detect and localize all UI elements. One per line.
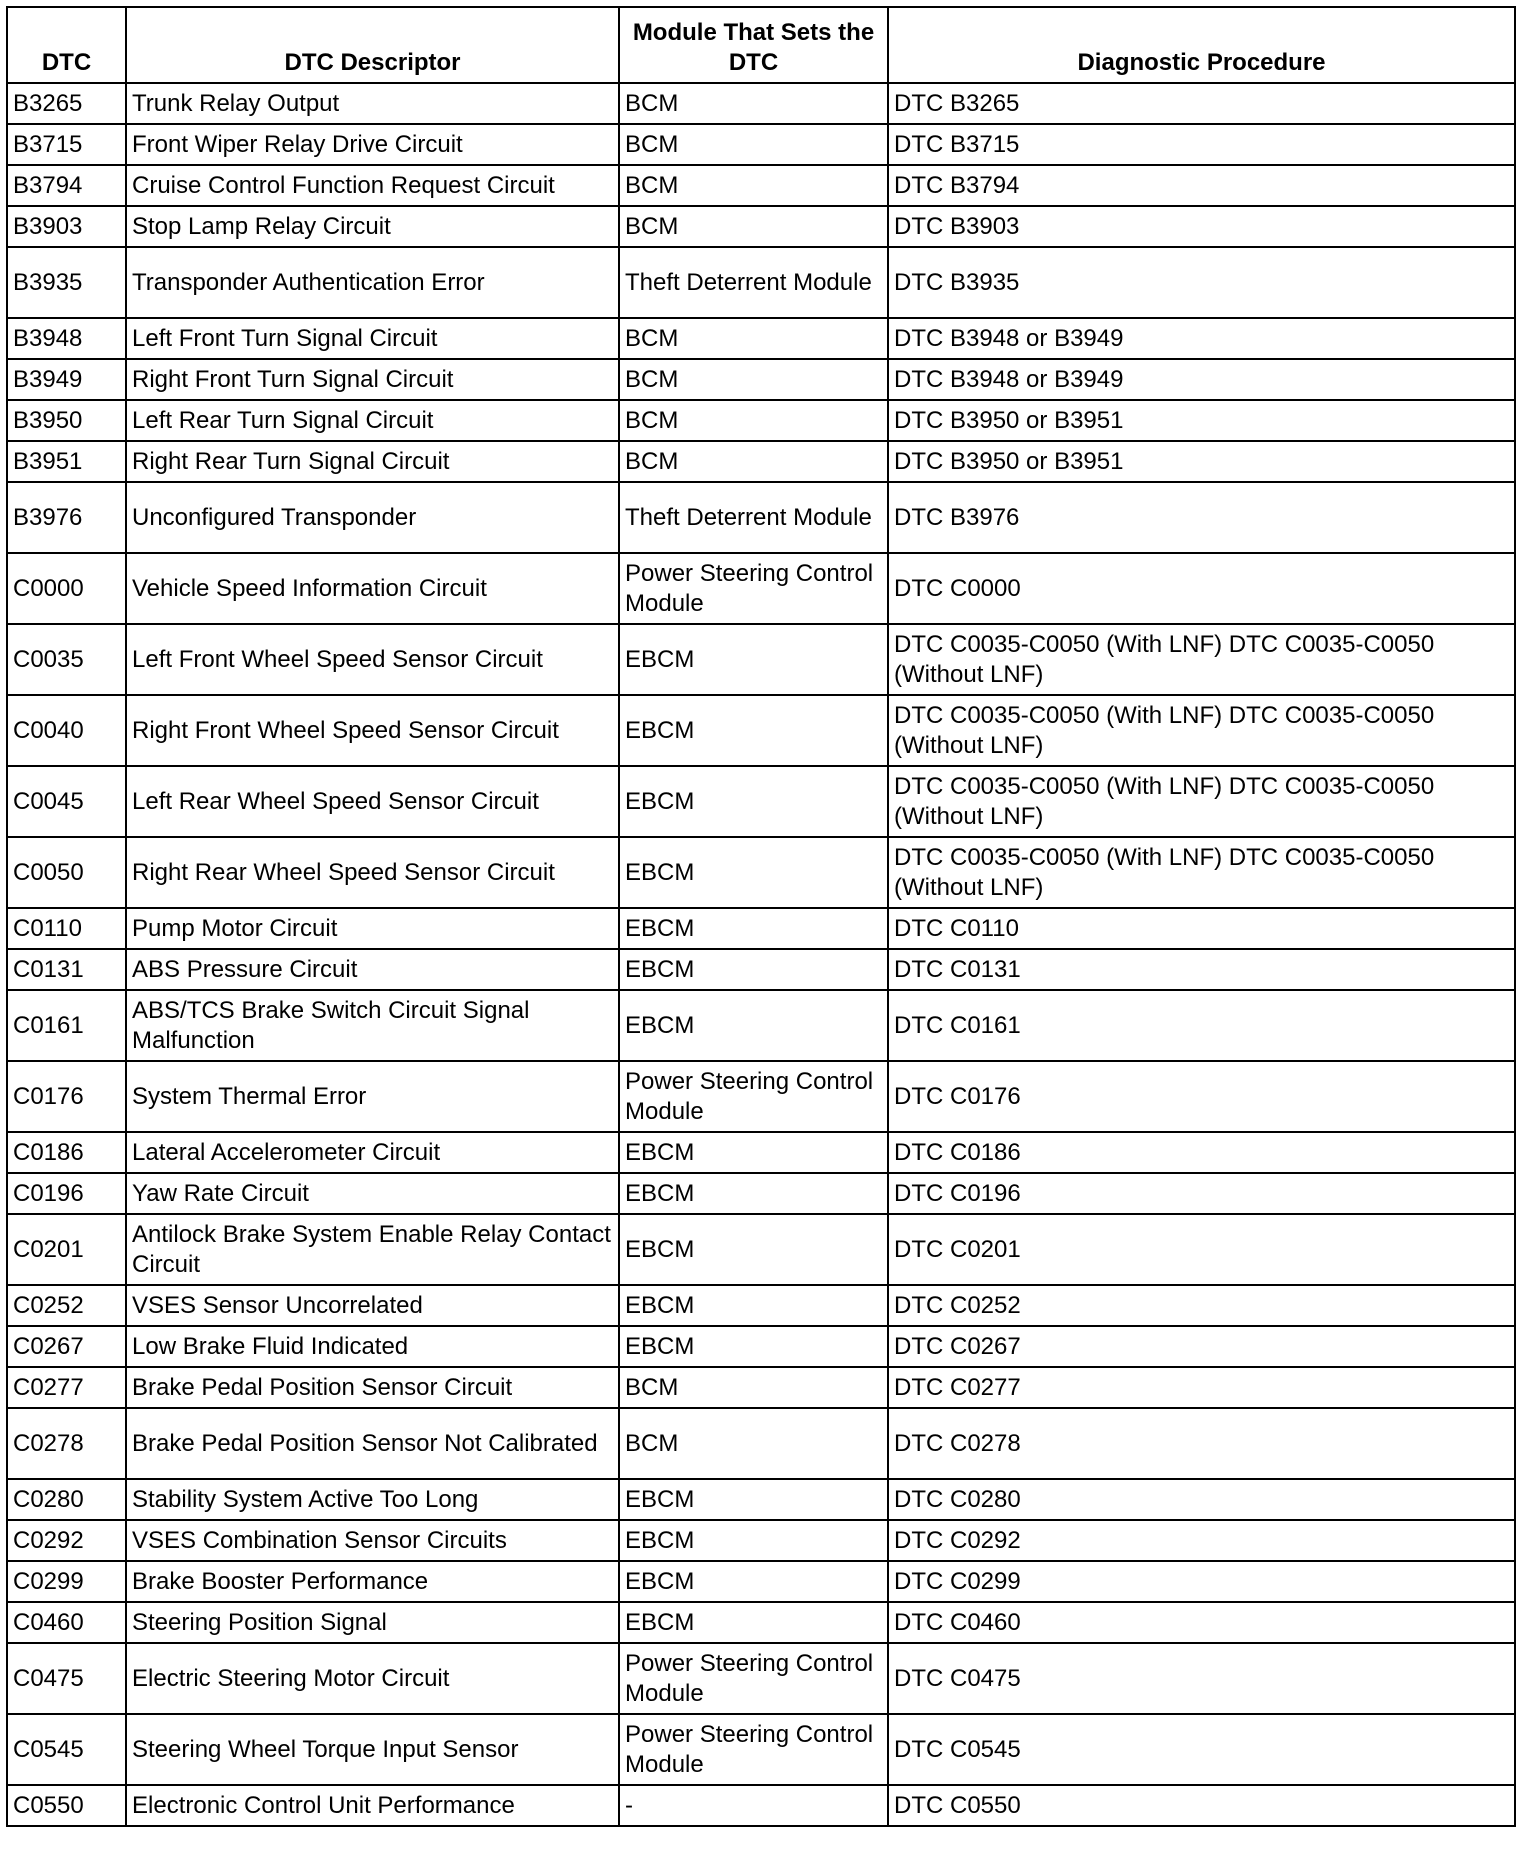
cell-procedure: DTC B3948 or B3949	[888, 359, 1515, 400]
cell-procedure: DTC C0186	[888, 1132, 1515, 1173]
cell-descriptor: Lateral Accelerometer Circuit	[126, 1132, 619, 1173]
table-row	[7, 482, 1515, 553]
table-row	[7, 441, 1515, 482]
cell-procedure: DTC B3950 or B3951	[888, 400, 1515, 441]
table-row	[7, 400, 1515, 441]
cell-module: BCM	[619, 206, 888, 247]
cell-dtc: B3950	[7, 400, 126, 441]
cell-dtc: C0278	[7, 1408, 126, 1479]
cell-dtc: C0201	[7, 1214, 126, 1285]
cell-descriptor: Cruise Control Function Request Circuit	[126, 165, 619, 206]
cell-module: EBCM	[619, 908, 888, 949]
cell-dtc: B3948	[7, 318, 126, 359]
cell-procedure: DTC C0550	[888, 1785, 1515, 1826]
cell-dtc: B3935	[7, 247, 126, 318]
cell-module: BCM	[619, 400, 888, 441]
table-row	[7, 1408, 1515, 1479]
table-row	[7, 359, 1515, 400]
header-descriptor: DTC Descriptor	[126, 7, 619, 83]
cell-module: EBCM	[619, 837, 888, 908]
cell-descriptor: ABS Pressure Circuit	[126, 949, 619, 990]
cell-module: BCM	[619, 83, 888, 124]
cell-descriptor: Front Wiper Relay Drive Circuit	[126, 124, 619, 165]
cell-descriptor: Steering Position Signal	[126, 1602, 619, 1643]
cell-descriptor: Yaw Rate Circuit	[126, 1173, 619, 1214]
table-row	[7, 990, 1515, 1061]
cell-descriptor: Steering Wheel Torque Input Sensor	[126, 1714, 619, 1785]
table-row	[7, 83, 1515, 124]
cell-module: EBCM	[619, 766, 888, 837]
table-row	[7, 1643, 1515, 1714]
cell-module: Theft Deterrent Module	[619, 247, 888, 318]
cell-descriptor: Brake Booster Performance	[126, 1561, 619, 1602]
table-row	[7, 206, 1515, 247]
table-row	[7, 766, 1515, 837]
cell-module: BCM	[619, 165, 888, 206]
cell-module: EBCM	[619, 1326, 888, 1367]
cell-module: EBCM	[619, 1173, 888, 1214]
cell-dtc: C0000	[7, 553, 126, 624]
cell-module: Theft Deterrent Module	[619, 482, 888, 553]
cell-dtc: C0196	[7, 1173, 126, 1214]
cell-procedure: DTC C0545	[888, 1714, 1515, 1785]
cell-descriptor: Electronic Control Unit Performance	[126, 1785, 619, 1826]
cell-dtc: C0545	[7, 1714, 126, 1785]
cell-descriptor: System Thermal Error	[126, 1061, 619, 1132]
cell-procedure: DTC C0277	[888, 1367, 1515, 1408]
cell-dtc: C0252	[7, 1285, 126, 1326]
cell-procedure: DTC C0267	[888, 1326, 1515, 1367]
cell-descriptor: Brake Pedal Position Sensor Circuit	[126, 1367, 619, 1408]
cell-procedure: DTC C0035-C0050 (With LNF) DTC C0035-C0050 (Without LNF)	[888, 624, 1515, 695]
cell-module: EBCM	[619, 1602, 888, 1643]
cell-descriptor: Left Rear Turn Signal Circuit	[126, 400, 619, 441]
cell-descriptor: Left Rear Wheel Speed Sensor Circuit	[126, 766, 619, 837]
cell-dtc: B3715	[7, 124, 126, 165]
table-row	[7, 908, 1515, 949]
cell-procedure: DTC C0035-C0050 (With LNF) DTC C0035-C0050 (Without LNF)	[888, 695, 1515, 766]
table-header-row	[7, 7, 1515, 83]
cell-dtc: C0161	[7, 990, 126, 1061]
cell-descriptor: Antilock Brake System Enable Relay Contact Circuit	[126, 1214, 619, 1285]
table-row	[7, 318, 1515, 359]
cell-dtc: C0292	[7, 1520, 126, 1561]
cell-dtc: C0050	[7, 837, 126, 908]
cell-procedure: DTC C0299	[888, 1561, 1515, 1602]
cell-module: BCM	[619, 318, 888, 359]
cell-dtc: C0299	[7, 1561, 126, 1602]
cell-descriptor: Stability System Active Too Long	[126, 1479, 619, 1520]
cell-procedure: DTC B3976	[888, 482, 1515, 553]
cell-descriptor: Low Brake Fluid Indicated	[126, 1326, 619, 1367]
cell-module: BCM	[619, 1367, 888, 1408]
cell-dtc: C0040	[7, 695, 126, 766]
cell-module: Power Steering Control Module	[619, 553, 888, 624]
cell-descriptor: Right Rear Wheel Speed Sensor Circuit	[126, 837, 619, 908]
cell-descriptor: Right Front Wheel Speed Sensor Circuit	[126, 695, 619, 766]
cell-procedure: DTC B3950 or B3951	[888, 441, 1515, 482]
cell-descriptor: Right Rear Turn Signal Circuit	[126, 441, 619, 482]
cell-module: -	[619, 1785, 888, 1826]
cell-descriptor: Left Front Turn Signal Circuit	[126, 318, 619, 359]
cell-dtc: C0277	[7, 1367, 126, 1408]
cell-dtc: C0131	[7, 949, 126, 990]
table-row	[7, 1561, 1515, 1602]
cell-descriptor: Left Front Wheel Speed Sensor Circuit	[126, 624, 619, 695]
table-row	[7, 837, 1515, 908]
cell-module: EBCM	[619, 1561, 888, 1602]
cell-dtc: C0280	[7, 1479, 126, 1520]
table-row	[7, 1714, 1515, 1785]
cell-procedure: DTC C0110	[888, 908, 1515, 949]
cell-descriptor: Unconfigured Transponder	[126, 482, 619, 553]
cell-procedure: DTC B3935	[888, 247, 1515, 318]
table-row	[7, 1602, 1515, 1643]
cell-module: EBCM	[619, 949, 888, 990]
cell-module: EBCM	[619, 1214, 888, 1285]
table-row	[7, 124, 1515, 165]
cell-descriptor: Pump Motor Circuit	[126, 908, 619, 949]
table-row	[7, 1520, 1515, 1561]
table-row	[7, 1214, 1515, 1285]
cell-dtc: C0460	[7, 1602, 126, 1643]
table-row	[7, 1285, 1515, 1326]
cell-module: EBCM	[619, 1132, 888, 1173]
table-row	[7, 1173, 1515, 1214]
cell-module: EBCM	[619, 1479, 888, 1520]
cell-module: Power Steering Control Module	[619, 1643, 888, 1714]
cell-dtc: C0176	[7, 1061, 126, 1132]
table-row	[7, 247, 1515, 318]
cell-dtc: B3951	[7, 441, 126, 482]
cell-module: Power Steering Control Module	[619, 1061, 888, 1132]
cell-procedure: DTC C0035-C0050 (With LNF) DTC C0035-C0050 (Without LNF)	[888, 837, 1515, 908]
table-row	[7, 165, 1515, 206]
cell-module: EBCM	[619, 1520, 888, 1561]
cell-procedure: DTC C0196	[888, 1173, 1515, 1214]
cell-dtc: B3949	[7, 359, 126, 400]
table-row	[7, 1132, 1515, 1173]
cell-dtc: C0035	[7, 624, 126, 695]
table-row	[7, 1326, 1515, 1367]
table-row	[7, 624, 1515, 695]
cell-dtc: B3265	[7, 83, 126, 124]
cell-descriptor: Transponder Authentication Error	[126, 247, 619, 318]
header-module: Module That Sets the DTC	[619, 7, 888, 83]
cell-procedure: DTC C0201	[888, 1214, 1515, 1285]
cell-module: BCM	[619, 1408, 888, 1479]
table-row	[7, 695, 1515, 766]
cell-dtc: B3903	[7, 206, 126, 247]
cell-dtc: C0475	[7, 1643, 126, 1714]
cell-procedure: DTC B3715	[888, 124, 1515, 165]
header-procedure: Diagnostic Procedure	[888, 7, 1515, 83]
cell-procedure: DTC C0280	[888, 1479, 1515, 1520]
table-row	[7, 553, 1515, 624]
table-row	[7, 1061, 1515, 1132]
cell-descriptor: VSES Sensor Uncorrelated	[126, 1285, 619, 1326]
cell-module: BCM	[619, 441, 888, 482]
cell-dtc: C0550	[7, 1785, 126, 1826]
cell-procedure: DTC B3794	[888, 165, 1515, 206]
cell-module: Power Steering Control Module	[619, 1714, 888, 1785]
cell-descriptor: Stop Lamp Relay Circuit	[126, 206, 619, 247]
cell-dtc: C0045	[7, 766, 126, 837]
cell-procedure: DTC C0131	[888, 949, 1515, 990]
cell-procedure: DTC C0278	[888, 1408, 1515, 1479]
table-row	[7, 949, 1515, 990]
dtc-table	[6, 6, 1516, 1827]
cell-dtc: C0186	[7, 1132, 126, 1173]
cell-procedure: DTC C0292	[888, 1520, 1515, 1561]
cell-descriptor: Electric Steering Motor Circuit	[126, 1643, 619, 1714]
cell-procedure: DTC C0035-C0050 (With LNF) DTC C0035-C0050 (Without LNF)	[888, 766, 1515, 837]
table-row	[7, 1367, 1515, 1408]
cell-descriptor: Vehicle Speed Information Circuit	[126, 553, 619, 624]
cell-descriptor: Trunk Relay Output	[126, 83, 619, 124]
cell-module: BCM	[619, 359, 888, 400]
cell-module: EBCM	[619, 624, 888, 695]
cell-dtc: B3976	[7, 482, 126, 553]
cell-procedure: DTC B3265	[888, 83, 1515, 124]
table-row	[7, 1479, 1515, 1520]
cell-descriptor: Brake Pedal Position Sensor Not Calibrated	[126, 1408, 619, 1479]
cell-procedure: DTC C0460	[888, 1602, 1515, 1643]
table-body	[7, 83, 1515, 1826]
cell-dtc: C0110	[7, 908, 126, 949]
cell-module: EBCM	[619, 990, 888, 1061]
cell-dtc: C0267	[7, 1326, 126, 1367]
cell-module: BCM	[619, 124, 888, 165]
table-row	[7, 1785, 1515, 1826]
cell-procedure: DTC C0475	[888, 1643, 1515, 1714]
cell-module: EBCM	[619, 1285, 888, 1326]
header-dtc: DTC	[7, 7, 126, 83]
cell-descriptor: Right Front Turn Signal Circuit	[126, 359, 619, 400]
cell-descriptor: ABS/TCS Brake Switch Circuit Signal Malfunction	[126, 990, 619, 1061]
cell-procedure: DTC C0252	[888, 1285, 1515, 1326]
cell-procedure: DTC B3903	[888, 206, 1515, 247]
cell-descriptor: VSES Combination Sensor Circuits	[126, 1520, 619, 1561]
cell-procedure: DTC B3948 or B3949	[888, 318, 1515, 359]
cell-dtc: B3794	[7, 165, 126, 206]
cell-procedure: DTC C0176	[888, 1061, 1515, 1132]
cell-procedure: DTC C0161	[888, 990, 1515, 1061]
cell-procedure: DTC C0000	[888, 553, 1515, 624]
cell-module: EBCM	[619, 695, 888, 766]
